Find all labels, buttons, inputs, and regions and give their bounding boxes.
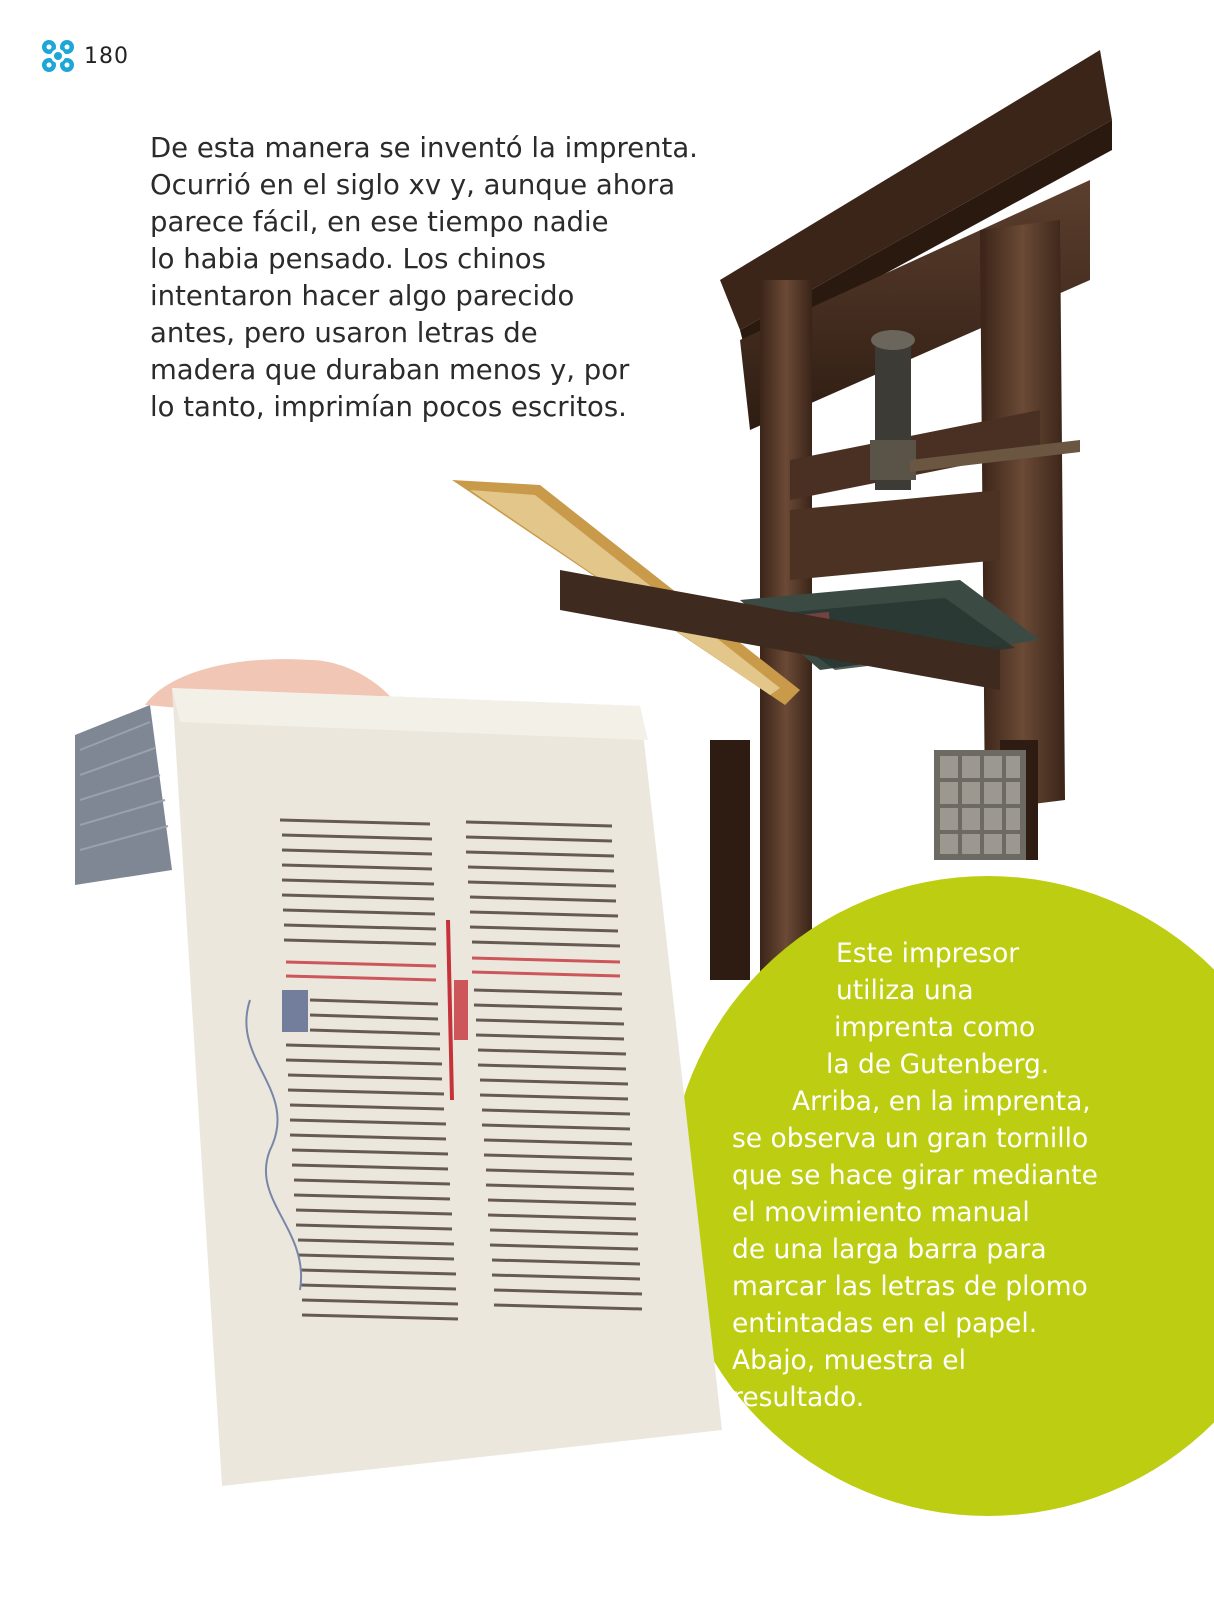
page-number: 180: [84, 43, 129, 69]
caption-line: Arriba, en la imprenta,: [792, 1086, 1091, 1117]
flower-ornament-icon: [40, 38, 76, 74]
caption-line: imprenta como: [834, 1012, 1036, 1043]
intro-line: Ocurrió en el siglo xv y, aunque ahora: [150, 169, 676, 201]
caption-line: el movimiento manual: [732, 1197, 1030, 1228]
caption-line: utiliza una: [836, 975, 974, 1006]
caption-line: de una larga barra para: [732, 1234, 1047, 1265]
page-header: [40, 38, 129, 74]
caption-line: la de Gutenberg.: [826, 1049, 1050, 1080]
caption-line: que se hace girar mediante: [732, 1160, 1098, 1191]
caption-line: marcar las letras de plomo: [732, 1271, 1088, 1302]
caption-line: Abajo, muestra el: [732, 1345, 966, 1376]
caption-line: entintadas en el papel.: [732, 1308, 1038, 1339]
intro-line: parece fácil, en ese tiempo nadie: [150, 206, 609, 238]
intro-line: lo tanto, imprimían pocos escritos.: [150, 391, 627, 423]
intro-line: lo habia pensado. Los chinos: [150, 243, 546, 275]
intro-line: antes, pero usaron letras de: [150, 317, 538, 349]
intro-line: madera que duraban menos y, por: [150, 354, 630, 386]
intro-line: intentaron hacer algo parecido: [150, 280, 575, 312]
caption-line: resultado.: [732, 1382, 865, 1413]
caption-line: se observa un gran tornillo: [732, 1123, 1089, 1154]
intro-line: De esta manera se inventó la imprenta.: [150, 132, 698, 164]
caption-line: Este impresor: [836, 938, 1020, 969]
